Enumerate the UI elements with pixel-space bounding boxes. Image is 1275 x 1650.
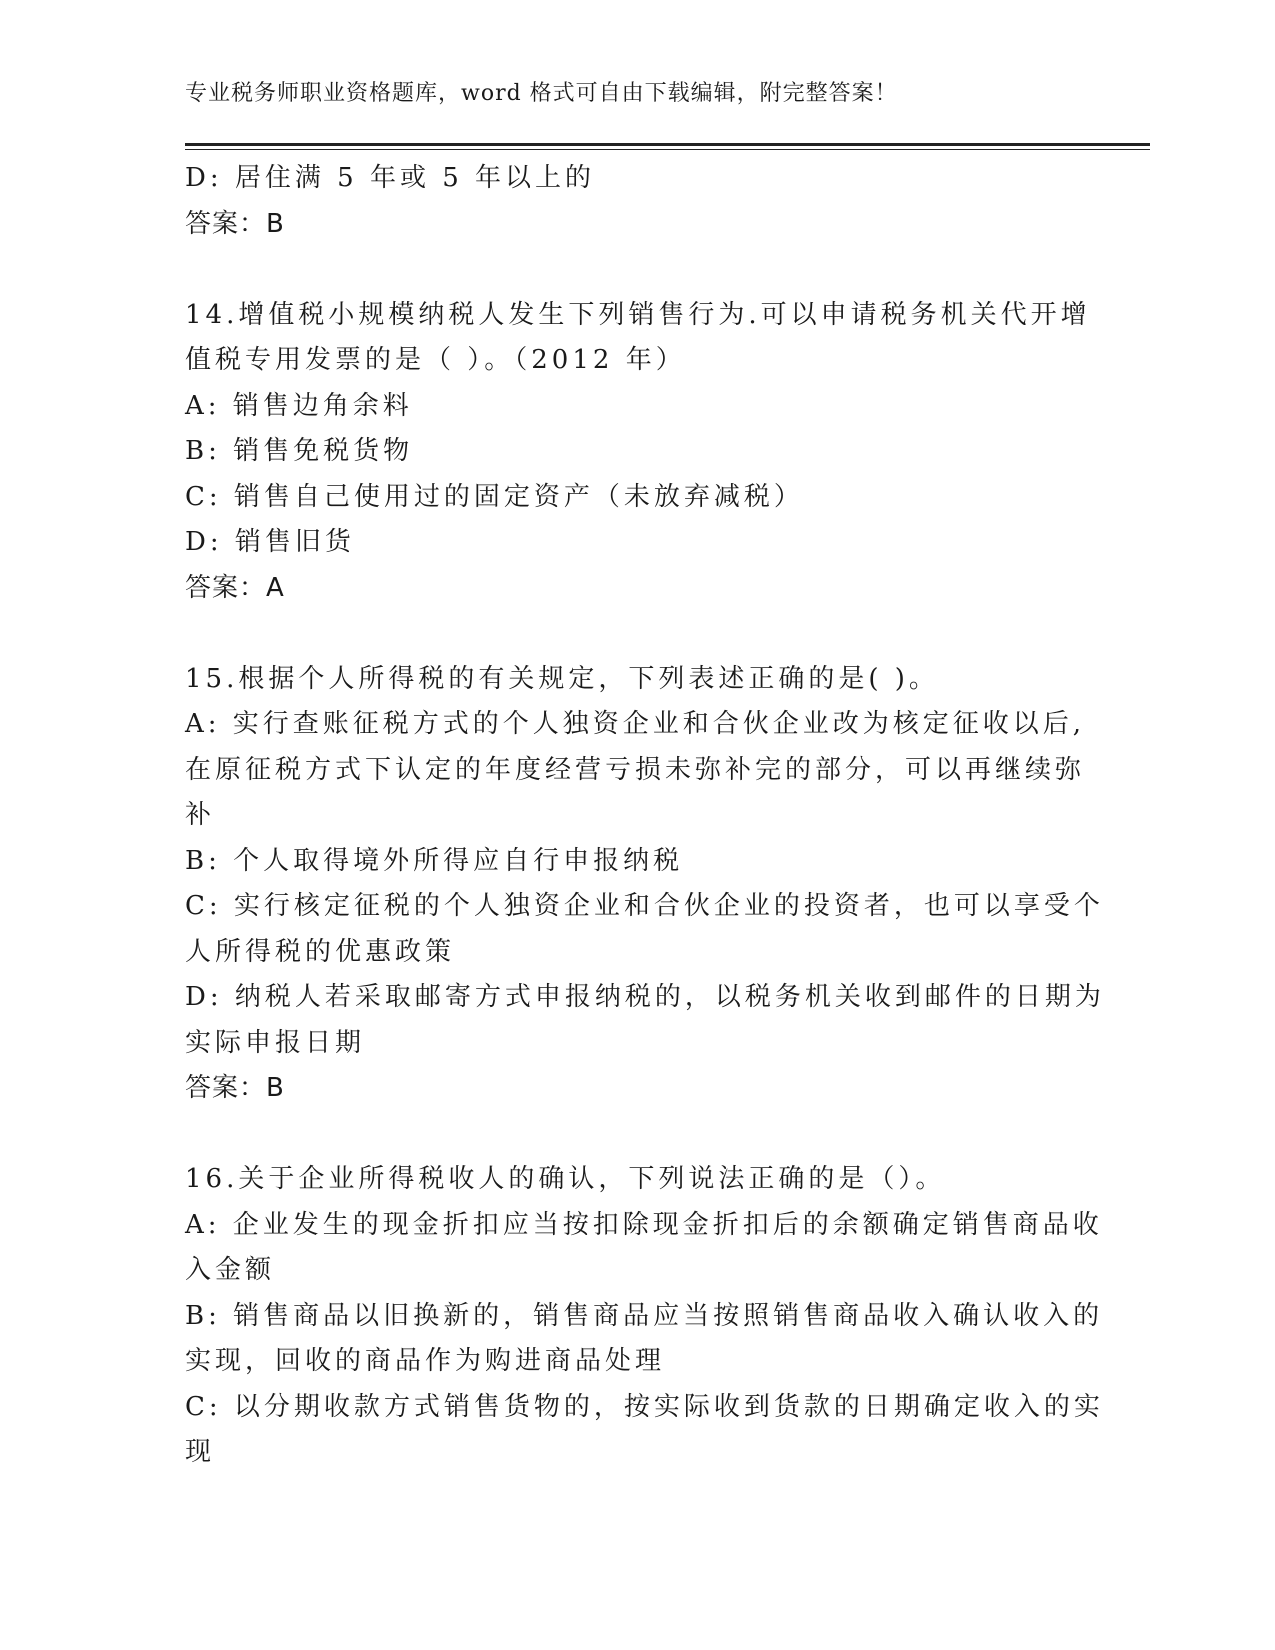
prev-option-d: D: 居住满 5 年或 5 年以上的 [185,163,596,193]
q15-option-d-line1: D: 纳税人若采取邮寄方式申报纳税的，以税务机关收到邮件的日期为 [185,982,1105,1012]
q14-option-d: D: 销售旧货 [185,527,355,557]
question-content [185,156,1105,1476]
q16-option-a-line2: 入金额 [185,1255,276,1285]
q16-stem: 16.关于企业所得税收人的确认，下列说法正确的是（）。 [185,1164,946,1194]
q15-option-a-line1: A: 实行查账征税方式的个人独资企业和合伙企业改为核定征收以后, [185,709,1086,739]
q15-option-b: B: 个人取得境外所得应自行申报纳税 [185,845,684,876]
page-header: 专业税务师职业资格题库，word 格式可自由下载编辑，附完整答案！ [185,81,898,106]
q14-option-a: A: 销售边角余料 [185,390,413,421]
spacer [185,247,1085,293]
q14-stem-line1: 14.增值税小规模纳税人发生下列销售行为.可以申请税务机关代开增 [185,299,1091,330]
q14-option-c: C: 销售自己使用过的固定资产（未放弃减税） [185,481,804,512]
header-rule-thick [185,143,1150,146]
q15-stem: 15.根据个人所得税的有关规定，下列表述正确的是( )。 [185,663,939,694]
q15-answer: 答案：B [185,1073,285,1103]
q14-stem-line2: 值税专用发票的是（ ）。（2012 年） [185,345,686,375]
q16-option-b-line2: 实现，回收的商品作为购进商品处理 [185,1346,666,1376]
header-rule-thin [185,149,1150,150]
q16-option-c-line1: C: 以分期收款方式销售货物的，按实际收到货款的日期确定收入的实 [185,1391,1104,1422]
q15-option-c-line1: C: 实行核定征税的个人独资企业和合伙企业的投资者，也可以享受个 [185,891,1104,921]
prev-answer: 答案：B [185,208,285,239]
q15-option-a-line3: 补 [185,800,216,830]
q16-option-a-line1: A: 企业发生的现金折扣应当按扣除现金折扣后的余额确定销售商品收 [185,1209,1103,1240]
q15-option-d-line2: 实际申报日期 [185,1027,366,1058]
spacer [185,611,1085,657]
q14-option-b: B: 销售免税货物 [185,436,414,466]
q16-option-b-line1: B: 销售商品以旧换新的，销售商品应当按照销售商品收入确认收入的 [185,1300,1104,1331]
q14-answer: 答案：A [185,572,285,603]
q15-option-a-line2: 在原征税方式下认定的年度经营亏损未弥补完的部分，可以再继续弥 [185,754,1086,785]
q15-option-c-line2: 人所得税的优惠政策 [185,936,456,967]
q16-option-c-line2: 现 [185,1437,216,1467]
spacer [185,1112,1085,1158]
